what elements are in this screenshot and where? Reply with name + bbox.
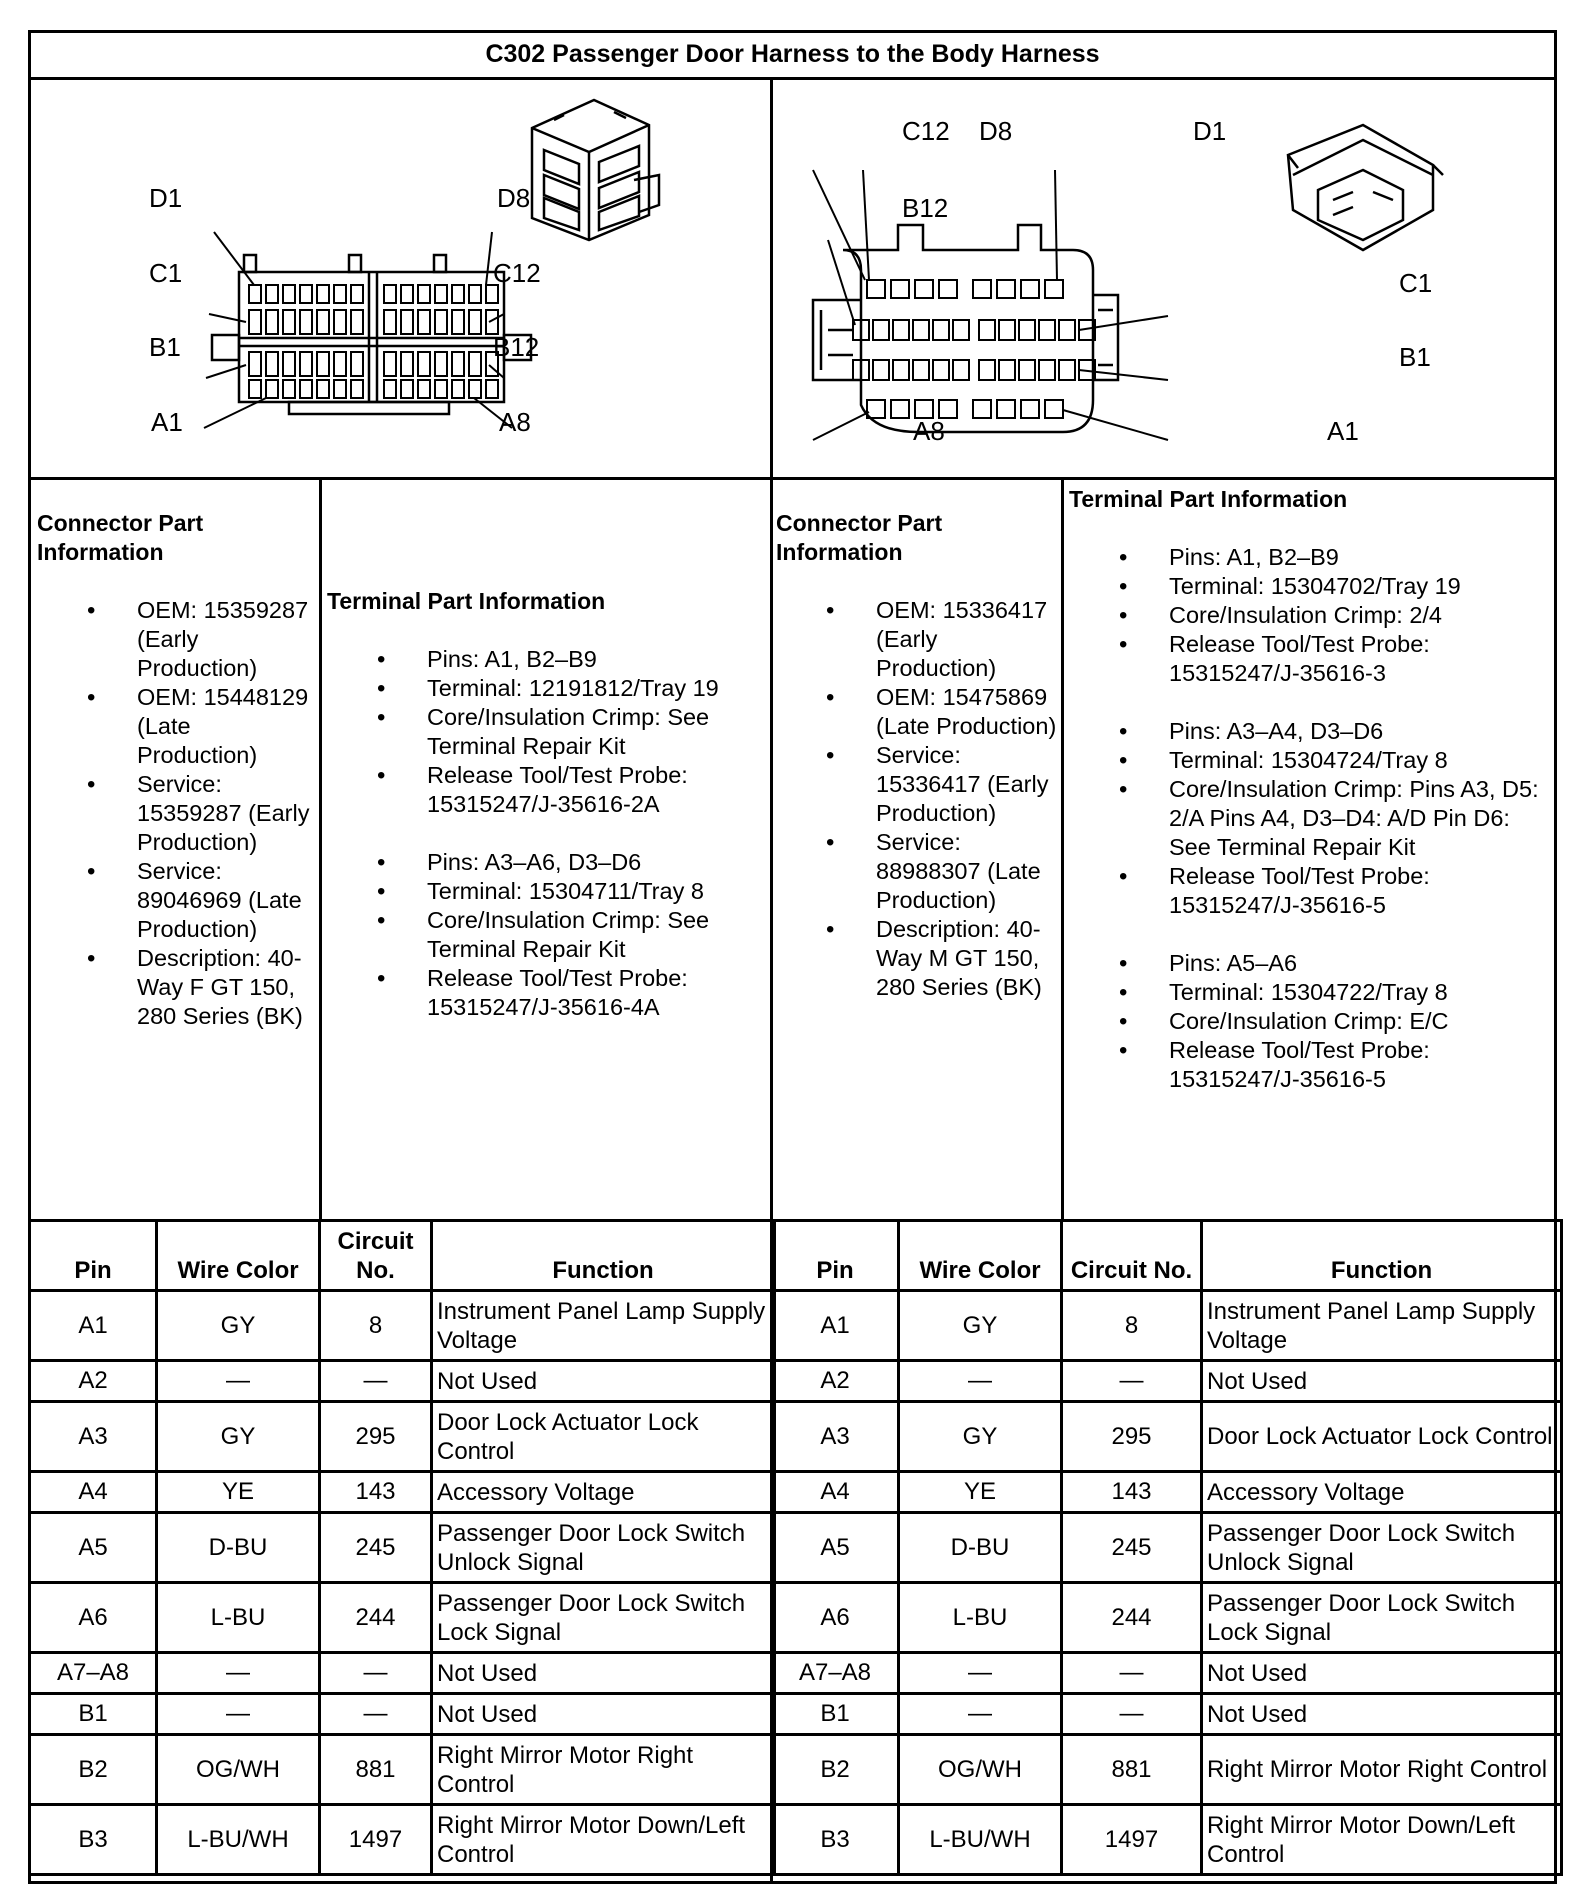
function-cell: Passenger Door Lock Switch Lock Signal bbox=[1202, 1583, 1562, 1653]
right-connector-info bbox=[776, 509, 1059, 1002]
table-row bbox=[30, 1735, 775, 1805]
left-info-divider bbox=[319, 477, 322, 1222]
wire-color-cell: — bbox=[157, 1694, 320, 1735]
pin-cell: A1 bbox=[30, 1291, 157, 1361]
wire-color-cell: — bbox=[157, 1653, 320, 1694]
circuit-no-cell: 8 bbox=[1062, 1291, 1202, 1361]
table-row bbox=[30, 1694, 775, 1735]
left-label-a8: A8 bbox=[499, 407, 531, 437]
left-connector-thumbnail bbox=[532, 100, 659, 240]
right-label-b12: B12 bbox=[902, 193, 949, 223]
wire-color-cell: — bbox=[157, 1361, 320, 1402]
wire-color-cell: L-BU bbox=[157, 1583, 320, 1653]
left-connector-info-heading: Connector Part Information bbox=[37, 510, 204, 565]
wire-color-cell: — bbox=[899, 1653, 1062, 1694]
right-connector-face bbox=[813, 225, 1118, 432]
pin-cell: B3 bbox=[30, 1805, 157, 1875]
pin-cell: A3 bbox=[772, 1402, 899, 1472]
function-cell: Not Used bbox=[432, 1361, 775, 1402]
right-label-c12: C12 bbox=[902, 116, 950, 146]
pin-cell: B2 bbox=[772, 1735, 899, 1805]
pin-cell: B3 bbox=[772, 1805, 899, 1875]
left-terminal-info-heading: Terminal Part Information bbox=[327, 588, 606, 614]
table-row bbox=[30, 1291, 775, 1361]
pin-cell: A1 bbox=[772, 1291, 899, 1361]
list-item: • OEM: 15359287 (Early Production) bbox=[37, 596, 317, 683]
function-cell: Instrument Panel Lamp Supply Voltage bbox=[1202, 1291, 1562, 1361]
circuit-no-cell: 245 bbox=[320, 1513, 432, 1583]
list-item: • Terminal: 15304724/Tray 8 bbox=[1069, 746, 1557, 775]
list-item: • Release Tool/Test Probe: 15315247/J-35616-5 bbox=[1069, 1036, 1557, 1094]
function-cell: Passenger Door Lock Switch Unlock Signal bbox=[432, 1513, 775, 1583]
function-cell: Instrument Panel Lamp Supply Voltage bbox=[432, 1291, 775, 1361]
right-label-b1: B1 bbox=[1399, 342, 1431, 372]
list-item: • OEM: 15336417 (Early Production) bbox=[776, 596, 1059, 683]
list-item: • Terminal: 12191812/Tray 19 bbox=[327, 674, 767, 703]
col-header-circuit-no: Circuit No. bbox=[1062, 1221, 1202, 1291]
left-label-c1: C1 bbox=[149, 258, 183, 288]
table-row bbox=[30, 1513, 775, 1583]
circuit-no-cell: 245 bbox=[1062, 1513, 1202, 1583]
right-label-a8: A8 bbox=[913, 416, 945, 446]
list-item: • Release Tool/Test Probe: 15315247/J-35616-4A bbox=[327, 964, 767, 1022]
list-item: • Service: 88988307 (Late Production) bbox=[776, 828, 1059, 915]
right-info-divider bbox=[1061, 477, 1064, 1222]
wire-color-cell: GY bbox=[899, 1402, 1062, 1472]
diagram-divider bbox=[31, 477, 1554, 480]
page-title: C302 Passenger Door Harness to the Body Harness bbox=[31, 33, 1554, 80]
pin-cell: B2 bbox=[30, 1735, 157, 1805]
circuit-no-cell: 244 bbox=[1062, 1583, 1202, 1653]
right-terminal-info bbox=[1069, 485, 1557, 1094]
list-item: • Terminal: 15304702/Tray 19 bbox=[1069, 572, 1557, 601]
right-terminal-info-heading: Terminal Part Information bbox=[1069, 486, 1348, 512]
right-label-d8: D8 bbox=[979, 116, 1013, 146]
table-row bbox=[30, 1583, 775, 1653]
wire-color-cell: YE bbox=[157, 1472, 320, 1513]
list-item: • Pins: A3–A6, D3–D6 bbox=[327, 848, 767, 877]
col-header-circuit-no: Circuit No. bbox=[320, 1221, 432, 1291]
wire-color-cell: L-BU/WH bbox=[899, 1805, 1062, 1875]
function-cell: Right Mirror Motor Right Control bbox=[432, 1735, 775, 1805]
circuit-no-cell: 143 bbox=[1062, 1472, 1202, 1513]
pin-cell: A3 bbox=[30, 1402, 157, 1472]
wire-color-cell: GY bbox=[899, 1291, 1062, 1361]
function-cell: Right Mirror Motor Down/Left Control bbox=[432, 1805, 775, 1875]
right-pin-table bbox=[770, 1219, 1563, 1876]
left-connector-info bbox=[37, 509, 317, 1031]
table-row bbox=[772, 1805, 1562, 1875]
right-label-a1: A1 bbox=[1327, 416, 1359, 446]
table-row bbox=[30, 1402, 775, 1472]
wire-color-cell: GY bbox=[157, 1291, 320, 1361]
pin-cell: A5 bbox=[30, 1513, 157, 1583]
function-cell: Not Used bbox=[1202, 1694, 1562, 1735]
circuit-no-cell: 881 bbox=[320, 1735, 432, 1805]
wire-color-cell: D-BU bbox=[157, 1513, 320, 1583]
table-row bbox=[30, 1361, 775, 1402]
table-row bbox=[772, 1513, 1562, 1583]
document-frame bbox=[28, 30, 1557, 1884]
wire-color-cell: D-BU bbox=[899, 1513, 1062, 1583]
list-item: • Core/Insulation Crimp: See Terminal Repair Kit bbox=[327, 906, 767, 964]
list-item: • Release Tool/Test Probe: 15315247/J-35616-2A bbox=[327, 761, 767, 819]
left-pin-table bbox=[28, 1219, 776, 1876]
right-label-c1: C1 bbox=[1399, 268, 1433, 298]
col-header-wire-color: Wire Color bbox=[899, 1221, 1062, 1291]
list-item: • Release Tool/Test Probe: 15315247/J-35616-5 bbox=[1069, 862, 1557, 920]
function-cell: Right Mirror Motor Right Control bbox=[1202, 1735, 1562, 1805]
circuit-no-cell: 1497 bbox=[320, 1805, 432, 1875]
table-row bbox=[772, 1402, 1562, 1472]
pin-cell: A2 bbox=[30, 1361, 157, 1402]
col-header-function: Function bbox=[432, 1221, 775, 1291]
left-table-body bbox=[30, 1291, 775, 1875]
list-item: • OEM: 15475869 (Late Production) bbox=[776, 683, 1059, 741]
pin-cell: A6 bbox=[30, 1583, 157, 1653]
circuit-no-cell: — bbox=[1062, 1694, 1202, 1735]
list-item: • Core/Insulation Crimp: E/C bbox=[1069, 1007, 1557, 1036]
function-cell: Passenger Door Lock Switch Lock Signal bbox=[432, 1583, 775, 1653]
circuit-no-cell: 295 bbox=[1062, 1402, 1202, 1472]
left-label-b1: B1 bbox=[149, 332, 181, 362]
table-row bbox=[772, 1291, 1562, 1361]
col-header-wire-color: Wire Color bbox=[157, 1221, 320, 1291]
list-item: • Pins: A5–A6 bbox=[1069, 949, 1557, 978]
wire-color-cell: GY bbox=[157, 1402, 320, 1472]
list-item: • Terminal: 15304711/Tray 8 bbox=[327, 877, 767, 906]
table-row bbox=[30, 1472, 775, 1513]
col-header-pin: Pin bbox=[772, 1221, 899, 1291]
function-cell: Door Lock Actuator Lock Control bbox=[1202, 1402, 1562, 1472]
wire-color-cell: — bbox=[899, 1694, 1062, 1735]
circuit-no-cell: 143 bbox=[320, 1472, 432, 1513]
list-item: • Release Tool/Test Probe: 15315247/J-35616-3 bbox=[1069, 630, 1557, 688]
list-item: • Core/Insulation Crimp: 2/4 bbox=[1069, 601, 1557, 630]
left-connector-diagram bbox=[34, 80, 768, 476]
circuit-no-cell: 295 bbox=[320, 1402, 432, 1472]
function-cell: Not Used bbox=[1202, 1653, 1562, 1694]
wire-color-cell: L-BU/WH bbox=[157, 1805, 320, 1875]
table-row bbox=[30, 1805, 775, 1875]
right-table-body bbox=[772, 1291, 1562, 1875]
left-label-d1: D1 bbox=[149, 183, 183, 213]
list-item: • Pins: A3–A4, D3–D6 bbox=[1069, 717, 1557, 746]
list-item: • Pins: A1, B2–B9 bbox=[327, 645, 767, 674]
list-item: • Core/Insulation Crimp: Pins A3, D5: 2/A Pins A4, D3–D4: A/D Pin D6: See Terminal Repair Kit bbox=[1069, 775, 1557, 862]
left-label-a1: A1 bbox=[151, 407, 183, 437]
pin-cell: A6 bbox=[772, 1583, 899, 1653]
circuit-no-cell: — bbox=[1062, 1361, 1202, 1402]
function-cell: Door Lock Actuator Lock Control bbox=[432, 1402, 775, 1472]
list-item: • Core/Insulation Crimp: See Terminal Repair Kit bbox=[327, 703, 767, 761]
list-item: • Description: 40-Way M GT 150, 280 Series (BK) bbox=[776, 915, 1059, 1002]
table-row bbox=[30, 1653, 775, 1694]
function-cell: Not Used bbox=[432, 1694, 775, 1735]
right-connector-thumbnail bbox=[1288, 125, 1443, 250]
pin-cell: A7–A8 bbox=[30, 1653, 157, 1694]
pin-cell: A2 bbox=[772, 1361, 899, 1402]
left-label-c12: C12 bbox=[493, 258, 541, 288]
left-terminal-info bbox=[327, 587, 767, 1022]
circuit-no-cell: — bbox=[320, 1361, 432, 1402]
col-header-function: Function bbox=[1202, 1221, 1562, 1291]
right-label-d1: D1 bbox=[1193, 116, 1227, 146]
pin-cell: A5 bbox=[772, 1513, 899, 1583]
function-cell: Right Mirror Motor Down/Left Control bbox=[1202, 1805, 1562, 1875]
table-row bbox=[772, 1735, 1562, 1805]
function-cell: Accessory Voltage bbox=[432, 1472, 775, 1513]
circuit-no-cell: — bbox=[1062, 1653, 1202, 1694]
circuit-no-cell: 881 bbox=[1062, 1735, 1202, 1805]
circuit-no-cell: — bbox=[320, 1653, 432, 1694]
wire-color-cell: — bbox=[899, 1361, 1062, 1402]
pin-cell: B1 bbox=[772, 1694, 899, 1735]
circuit-no-cell: 1497 bbox=[1062, 1805, 1202, 1875]
list-item: • Description: 40-Way F GT 150, 280 Series (BK) bbox=[37, 944, 317, 1031]
right-connector-diagram bbox=[773, 80, 1557, 476]
right-connector-info-heading: Connector Part Information bbox=[776, 510, 943, 565]
function-cell: Not Used bbox=[432, 1653, 775, 1694]
function-cell: Accessory Voltage bbox=[1202, 1472, 1562, 1513]
list-item: • Terminal: 15304722/Tray 8 bbox=[1069, 978, 1557, 1007]
wire-color-cell: YE bbox=[899, 1472, 1062, 1513]
list-item: • Service: 15336417 (Early Production) bbox=[776, 741, 1059, 828]
circuit-no-cell: 8 bbox=[320, 1291, 432, 1361]
table-row bbox=[772, 1694, 1562, 1735]
wire-color-cell: OG/WH bbox=[157, 1735, 320, 1805]
function-cell: Passenger Door Lock Switch Unlock Signal bbox=[1202, 1513, 1562, 1583]
list-item: • Pins: A1, B2–B9 bbox=[1069, 543, 1557, 572]
pin-cell: B1 bbox=[30, 1694, 157, 1735]
table-row bbox=[772, 1472, 1562, 1513]
list-item: • Service: 89046969 (Late Production) bbox=[37, 857, 317, 944]
pin-cell: A4 bbox=[772, 1472, 899, 1513]
table-row bbox=[772, 1653, 1562, 1694]
wire-color-cell: L-BU bbox=[899, 1583, 1062, 1653]
circuit-no-cell: 244 bbox=[320, 1583, 432, 1653]
left-label-b12: B12 bbox=[493, 332, 540, 362]
table-row bbox=[772, 1361, 1562, 1402]
list-item: • Service: 15359287 (Early Production) bbox=[37, 770, 317, 857]
wire-color-cell: OG/WH bbox=[899, 1735, 1062, 1805]
circuit-no-cell: — bbox=[320, 1694, 432, 1735]
table-row bbox=[772, 1583, 1562, 1653]
left-label-d8: D8 bbox=[497, 183, 531, 213]
col-header-pin: Pin bbox=[30, 1221, 157, 1291]
list-item: • OEM: 15448129 (Late Production) bbox=[37, 683, 317, 770]
pin-cell: A7–A8 bbox=[772, 1653, 899, 1694]
function-cell: Not Used bbox=[1202, 1361, 1562, 1402]
pin-cell: A4 bbox=[30, 1472, 157, 1513]
